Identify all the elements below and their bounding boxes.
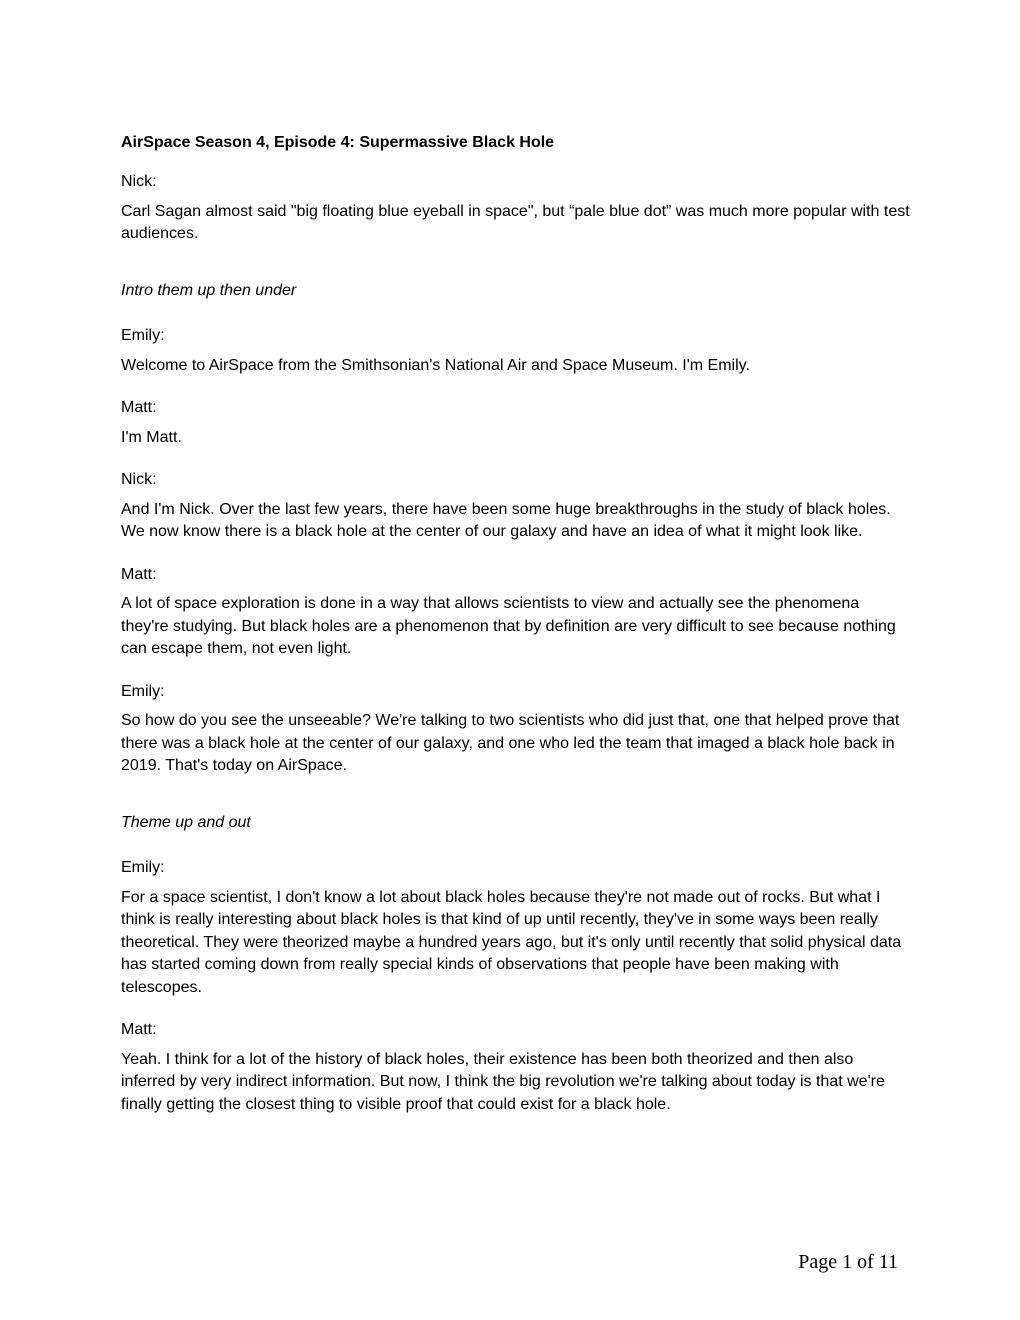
speaker-name: Matt: — [121, 1021, 157, 1038]
stage-direction-block — [121, 812, 911, 835]
dialogue-block — [121, 857, 911, 999]
document-title: AirSpace Season 4, Episode 4: Supermassive Black Hole — [121, 134, 555, 151]
dialogue-block — [121, 1019, 911, 1116]
speech-text: Welcome to AirSpace from the Smithsonian's National Air and Space Museum. I'm Emily. — [121, 356, 750, 374]
speech-text: I'm Matt. — [121, 428, 182, 446]
dialogue-block — [121, 681, 911, 778]
speaker-name: Emily: — [121, 682, 165, 700]
speech-text: For a space scientist, I don't know a lot about black holes because they're not made out of rocks. But what I think is really interesting about black holes is that kind of up until recently, they've in some ways been really theoretical. They were theorized maybe a hundred years ago, but it's only until recently that solid physical data has started coming down from really special kinds of observations that people have been making with telescopes. — [121, 888, 902, 996]
speech-text: A lot of space exploration is done in a way that allows scientists to view and actually see the phenomena they're studying. But black holes are a phenomenon that by definition are very difficult to see because nothing can escape them, not even light. — [121, 595, 896, 657]
dialogue-block — [121, 469, 911, 544]
page-number: Page 1 of 11 — [798, 1251, 898, 1273]
speech-text: So how do you see the unseeable? We're talking to two scientists who did just that, one that helped prove that there was a black hole at the center of our galaxy, and one who led the team that imaged a black hole back in 2019. That's today on AirSpace. — [121, 712, 900, 774]
dialogue-block — [121, 564, 911, 661]
speaker-name: Nick: — [121, 471, 157, 488]
speech-text: Carl Sagan almost said "big floating blue eyeball in space", but “pale blue dot” was much more popular with test audiences. — [121, 202, 910, 242]
dialogue-block — [121, 325, 911, 377]
speaker-name: Matt: — [121, 399, 157, 416]
speaker-name: Emily: — [121, 327, 165, 344]
stage-direction-block — [121, 280, 911, 303]
stage-direction: Theme up and out — [121, 813, 251, 831]
dialogue-block — [121, 397, 911, 449]
speech-text: And I'm Nick. Over the last few years, there have been some huge breakthroughs in the study of black holes. We now know there is a black hole at the center of our galaxy and have an idea of what it might look like. — [121, 500, 891, 540]
stage-direction: Intro them up then under — [121, 281, 297, 299]
speaker-name: Matt: — [121, 565, 157, 583]
dialogue-block — [121, 171, 911, 246]
speech-text: Yeah. I think for a lot of the history of black holes, their existence has been both theorized and then also inferred by very indirect information. But now, I think the big revolution we're talking about today is that we're finally getting the closest thing to visible proof that could exist for a black hole. — [121, 1050, 885, 1113]
transcript-body — [121, 132, 911, 1136]
speaker-name: Emily: — [121, 859, 165, 876]
speaker-name: Nick: — [121, 173, 157, 190]
